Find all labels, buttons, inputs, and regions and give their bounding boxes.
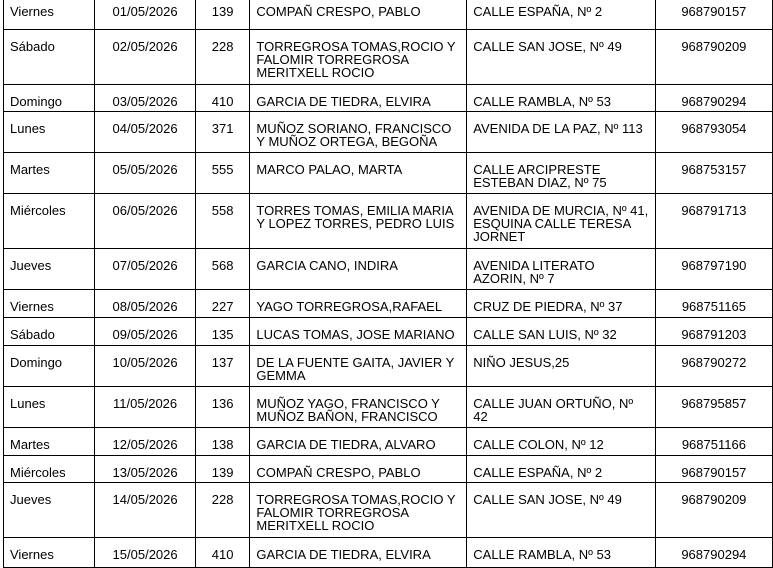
pharmacy-number-cell: 568 [195,249,250,290]
day-cell: Jueves [4,483,95,538]
table-row [4,112,773,153]
phone-cell: 968790209 [655,483,772,538]
phone-cell: 968790209 [655,30,772,85]
address-cell: CALLE ESPAÑA, Nº 2 [467,0,655,30]
pharmacist-name-cell: GARCIA CANO, INDIRA [250,249,467,290]
phone-cell: 968790294 [655,538,772,568]
day-cell: Viernes [4,0,95,30]
pharmacist-name-cell: LUCAS TOMAS, JOSE MARIANO [250,318,467,346]
phone-cell: 968753157 [655,153,772,194]
day-cell: Domingo [4,346,95,387]
day-cell: Lunes [4,387,95,428]
table-row [4,538,773,568]
phone-cell: 968790272 [655,346,772,387]
table-row [4,0,773,30]
pharmacy-number-cell: 139 [195,0,250,30]
pharmacist-name-cell: MUÑOZ SORIANO, FRANCISCO Y MUÑOZ ORTEGA, BEGOÑA [250,112,467,153]
table-row [4,387,773,428]
address-cell: AVENIDA DE MURCIA, Nº 41, ESQUINA CALLE TERESA JORNET [467,194,655,249]
pharmacist-name-cell: GARCIA DE TIEDRA, ELVIRA [250,85,467,112]
phone-cell: 968795857 [655,387,772,428]
address-cell: CALLE SAN JOSE, Nº 49 [467,30,655,85]
phone-cell: 968791203 [655,318,772,346]
table-row [4,483,773,538]
day-cell: Viernes [4,290,95,318]
pharmacy-number-cell: 138 [195,428,250,456]
date-cell: 14/05/2026 [95,483,195,538]
address-cell: CALLE JUAN ORTUÑO, Nº 42 [467,387,655,428]
phone-cell: 968751165 [655,290,772,318]
date-cell: 06/05/2026 [95,194,195,249]
date-cell: 07/05/2026 [95,249,195,290]
pharmacy-number-cell: 555 [195,153,250,194]
address-cell: CALLE RAMBLA, Nº 53 [467,85,655,112]
day-cell: Domingo [4,85,95,112]
address-cell: AVENIDA DE LA PAZ, Nº 113 [467,112,655,153]
pharmacist-name-cell: MUÑOZ YAGO, FRANCISCO Y MUÑOZ BAÑON, FRANCISCO [250,387,467,428]
pharmacy-number-cell: 228 [195,483,250,538]
pharmacist-name-cell: DE LA FUENTE GAITA, JAVIER Y GEMMA [250,346,467,387]
date-cell: 10/05/2026 [95,346,195,387]
table-row [4,249,773,290]
duty-table [3,0,773,568]
date-cell: 11/05/2026 [95,387,195,428]
pharmacy-number-cell: 136 [195,387,250,428]
phone-cell: 968797190 [655,249,772,290]
day-cell: Miércoles [4,456,95,483]
address-cell: CALLE ARCIPRESTE ESTEBAN DIAZ, Nº 75 [467,153,655,194]
address-cell: CALLE SAN JOSE, Nº 49 [467,483,655,538]
pharmacist-name-cell: TORRES TOMAS, EMILIA MARIA Y LOPEZ TORRES, PEDRO LUIS [250,194,467,249]
date-cell: 09/05/2026 [95,318,195,346]
date-cell: 04/05/2026 [95,112,195,153]
date-cell: 01/05/2026 [95,0,195,30]
pharmacy-number-cell: 137 [195,346,250,387]
address-cell: AVENIDA LITERATO AZORIN, Nº 7 [467,249,655,290]
day-cell: Jueves [4,249,95,290]
date-cell: 13/05/2026 [95,456,195,483]
pharmacy-number-cell: 371 [195,112,250,153]
pharmacy-number-cell: 410 [195,85,250,112]
day-cell: Martes [4,153,95,194]
pharmacist-name-cell: TORREGROSA TOMAS,ROCIO Y FALOMIR TORREGROSA MERITXELL ROCIO [250,30,467,85]
phone-cell: 968790157 [655,0,772,30]
pharmacy-number-cell: 558 [195,194,250,249]
phone-cell: 968751166 [655,428,772,456]
pharmacy-number-cell: 227 [195,290,250,318]
table-row [4,346,773,387]
pharmacy-number-cell: 135 [195,318,250,346]
table-row [4,30,773,85]
pharmacy-number-cell: 410 [195,538,250,568]
pharmacist-name-cell: GARCIA DE TIEDRA, ELVIRA [250,538,467,568]
table-row [4,153,773,194]
table-row [4,456,773,483]
date-cell: 08/05/2026 [95,290,195,318]
table-row [4,85,773,112]
day-cell: Sábado [4,318,95,346]
duty-table-body [4,0,773,568]
day-cell: Viernes [4,538,95,568]
date-cell: 05/05/2026 [95,153,195,194]
address-cell: CALLE SAN LUIS, Nº 32 [467,318,655,346]
pharmacist-name-cell: GARCIA DE TIEDRA, ALVARO [250,428,467,456]
table-row [4,428,773,456]
date-cell: 12/05/2026 [95,428,195,456]
day-cell: Sábado [4,30,95,85]
pharmacist-name-cell: COMPAÑ CRESPO, PABLO [250,456,467,483]
address-cell: CALLE RAMBLA, Nº 53 [467,538,655,568]
table-row [4,290,773,318]
address-cell: CALLE ESPAÑA, Nº 2 [467,456,655,483]
table-row [4,194,773,249]
pharmacist-name-cell: MARCO PALAO, MARTA [250,153,467,194]
day-cell: Lunes [4,112,95,153]
day-cell: Martes [4,428,95,456]
date-cell: 02/05/2026 [95,30,195,85]
phone-cell: 968791713 [655,194,772,249]
address-cell: CALLE COLON, Nº 12 [467,428,655,456]
pharmacist-name-cell: YAGO TORREGROSA,RAFAEL [250,290,467,318]
day-cell: Miércoles [4,194,95,249]
pharmacist-name-cell: TORREGROSA TOMAS,ROCIO Y FALOMIR TORREGROSA MERITXELL ROCIO [250,483,467,538]
table-row [4,318,773,346]
phone-cell: 968793054 [655,112,772,153]
pharmacy-number-cell: 139 [195,456,250,483]
address-cell: NIÑO JESUS,25 [467,346,655,387]
date-cell: 03/05/2026 [95,85,195,112]
phone-cell: 968790157 [655,456,772,483]
pharmacist-name-cell: COMPAÑ CRESPO, PABLO [250,0,467,30]
date-cell: 15/05/2026 [95,538,195,568]
pharmacy-number-cell: 228 [195,30,250,85]
address-cell: CRUZ DE PIEDRA, Nº 37 [467,290,655,318]
phone-cell: 968790294 [655,85,772,112]
